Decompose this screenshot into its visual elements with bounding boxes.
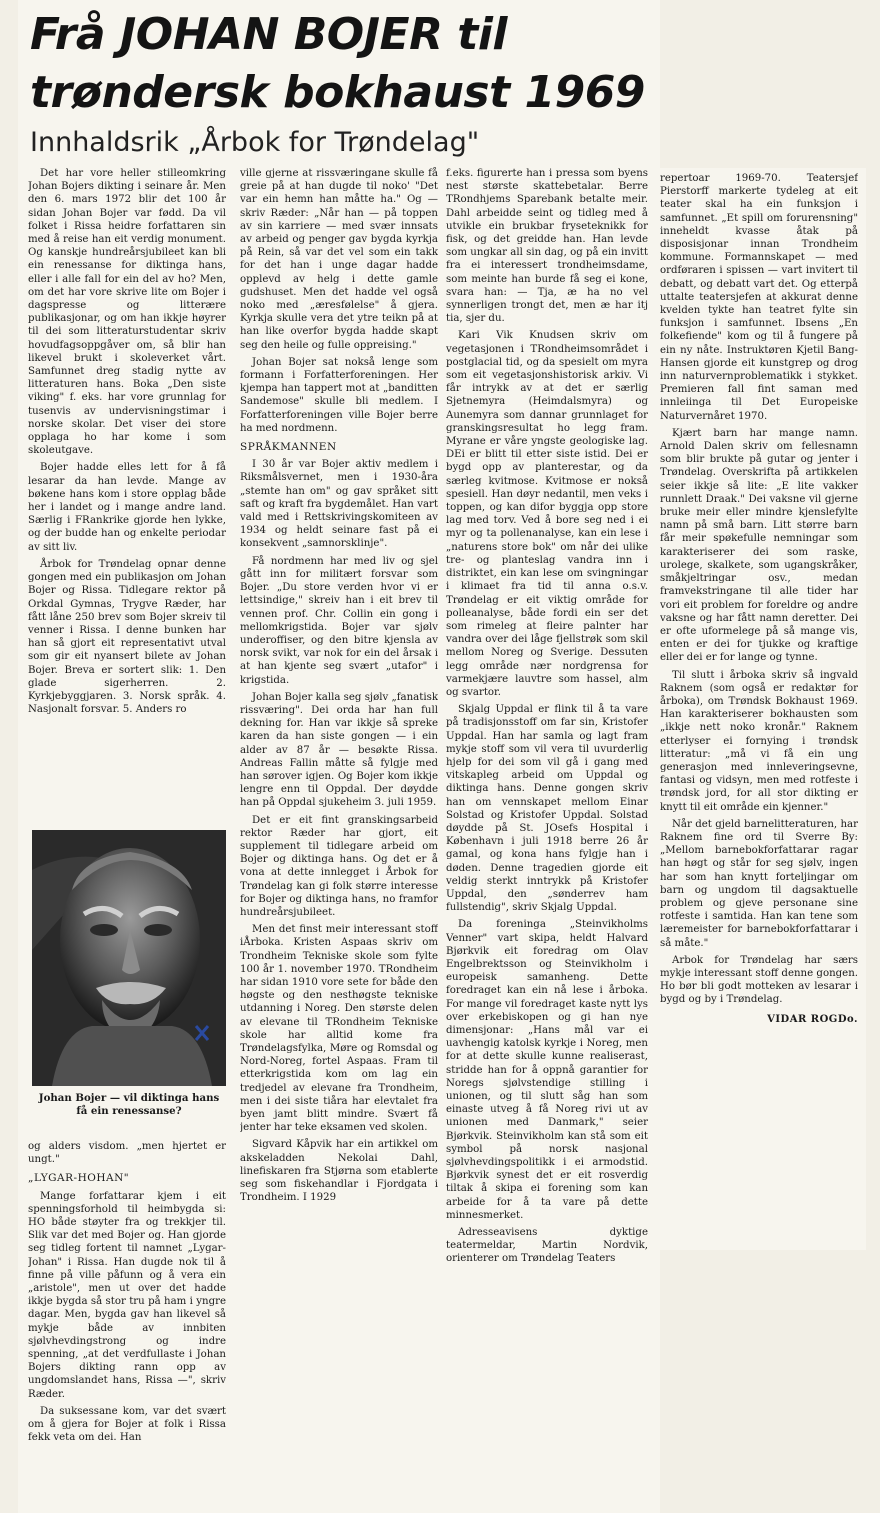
paragraph: Skjalg Uppdal er flink til å ta vare på tradisjonsstoff om far sin, Kristofer Uppdal. Han har samla og lagt fram mykje stoff som vil vera til uvurderlig hjelp for dei som vil gå i gang med vitskapleg arbeid om Uppdal og diktinga hans. Denne gongen skriv han om vennskapet mellom Einar Solstad og Kristofer Uppdal. Solstad døydde på St. JOsefs Hospital i København i juli 1918 berre 26 år gamal, og kona hans fylgje han i døden. Denne tragedien gjorde eit veldig sterkt inntrykk på Kristofer Uppdal, den „sønderrev ham fullstendig", skriv Skjalg Uppdal. bbox=[446, 704, 648, 914]
paragraph: Det er eit fint granskingsarbeid rektor Ræder har gjort, eit supplement til tidlegare arbeid om Bojer og diktinga hans. Og det er å vona at dette innlegget i Årbok for Trøndelag kan gi folk større interesse for Bojer og diktinga hans, no framfor hundreårsjubileet. bbox=[240, 814, 438, 918]
paragraph: Adresseavisens dyktige teatermeldar, Martin Nordvik, orienterer om Trøndelag Teaters bbox=[446, 1227, 648, 1265]
paragraph: I 30 år var Bojer aktiv medlem i Riksmålsvernet, men i 1930-åra „stemte han om" og gav språket sitt saft og kraft fra bygdemålet. Han vart vald med i Rettskrivingskomiteen av 1934 og heldt seinare fast på ei konsekvent „samnorsklinje". bbox=[240, 459, 438, 550]
paragraph: Det har vore heller stilleomkring Johan Bojers dikting i seinare år. Men den 6. mars 1972 blir det 100 år sidan Johan Bojer var fødd. Da vil folket i Rissa heidre forfattaren sin med å reise han eit verdig monument. Og kanskje hundreårsjubileet kan bli ein renessanse for diktinga hans, eller i alle fall for ein del av ho? Men, om det har vore skrive lite om Bojer i dagspresse og litterære publikasjonar, og om han ikkje høyrer til dei som litteraturstudentar skriv hovudfagsoppgåver om, så blir han likevel brukt i skoleverket vårt. Samfunnet dreg stadig nytte av litteraturen hans. Boka „Den siste viking" f. eks. har vore grunnlag for tusenvis av undervisningstimar i norske skolar. Det viser dei store opplaga ho har kome i som skoleutgave. bbox=[28, 168, 226, 457]
paragraph: Da foreninga „Steinvikholms Venner" vart skipa, heldt Halvard Bjørkvik eit foredrag om Olav Engelbrektsson og Steinvikholm i europeisk samanheng. Dette foredraget kan ein nå lese i årboka. For mange vil foredraget kaste nytt lys over erkebiskopen og gi han nye dimensjonar: „Hans mål var ei uavhengig katolsk kyrkje i Noreg, men for at dette skulle kunne realiserast, stridde han for å oppnå garantier for Noregs sjølvstendige stilling i unionen, og til slutt såg han som einaste utveg å få Noreg rivi ut av unionen med Danmark," seier Bjørkvik. Steinvikholm kan stå som eit symbol på norsk nasjonal sjølvhevdingspolitikk i ei armodstid. Bjørkvik synest det er eit rosverdig tiltak å skipa ei forening som kan arbeide for å ta vare på dette minnesmerket. bbox=[446, 919, 648, 1221]
article-column-1-top bbox=[28, 167, 226, 825]
paragraph: og alders visdom. „men hjertet er ungt." bbox=[28, 1141, 226, 1166]
paragraph: Få nordmenn har med liv og sjel gått inn for militært forsvar som Bojer. „Du store verden hvor vi er lettsindige," skreiv han i eit brev til vennen prof. Chr. Collin ein gong i mellomkrigstida. Bojer var sjølv underoffiser, og den bitre kjensla av norsk svikt, var nok for ein del årsak i at han kjente seg svært „utafor" i krigstida. bbox=[240, 555, 438, 686]
paragraph: Årbok for Trøndelag opnar denne gongen med ein publikasjon om Johan Bojer og Rissa. Tidlegare rektor på Orkdal Gymnas, Trygve Ræder, har fått låne 250 brev som Bojer skreiv til venner i Rissa. I denne bunken har han så gjort eit representativt utval som gir eit nyansert bilete av Johan Bojer. Breva er sortert slik: 1. Den glade sigerherren. 2. Kyrkjebyggjaren. 3. Norsk språk. 4. Nasjonalt forsvar. 5. Anders ro bbox=[28, 558, 226, 716]
headline-line-1: Frå JOHAN BOJER til bbox=[30, 9, 507, 60]
paragraph: Kari Vik Knudsen skriv om vegetasjonen i TRondheimsområdet i postglacial tid, og da spesielt om myra som eit vegetasjonshistorisk arkiv. Vi får intrykk av at det er særlig Sjetnemyra (Heimdalsmyra) og Aunemyra som dannar grunnlaget for granskingsresultat ho legg fram. Myrane er våre yngste geologiske lag. DEi er blitt til etter siste istid. Dei er bygd opp av planterestar, og da særleg kvitmose. Kvitmose er nokså spesiell. Han døyr nedantil, men veks i toppen, og kan difor byggja opp store lag med torv. Ved å bore seg ned i ei myr og ta pollenanalyse, kan ein lese i „naturens store bok" om når dei ulike tre- og planteslag vandra inn i distriktet, ein kan lese om svingningar i klimaet fra tid til anna o.s.v. Trøndelag er eit viktig område for polleanalyse, både fordi ein ser det som rimeleg at fleire palnter har vandra over dei låge fjellstrøk som skil mellom Noreg og Sverige. Dessuten legg område nær nordgrensa for varmekjære lauvtre som hassel, alm og svartor. bbox=[446, 330, 648, 698]
paragraph: Johan Bojer kalla seg sjølv „fanatisk rissværing". Dei orda har han full dekning for. Han var ikkje så spreke karen da han siste gongen — i ein alder av 87 år — besøkte Rissa. Andreas Fallin måtte så fylgje med han sørover igjen. Og Bojer kom ikkje lengre enn til Oppdal. Der døydde han på Oppdal sjukeheim 3. juli 1959. bbox=[240, 691, 438, 809]
paragraph: Kjært barn har mange namn. Arnold Dalen skriv om fellesnamn som blir brukte på gutar og jenter i Trøndelag. Overskrifta på artikkelen seier ikkje så lite: „E lite vakker runnlett Draak." Dei vaksne vil gjerne bruke meir eller mindre kjenslefylte namn på små barn. Litt større barn får meir spøkefulle nemningar som karakteriserer dei som raske, urolege, skalkete, som ugangskråker, småkjeltringar osv., medan framvekstringane til alle tider har vori eit problem for foreldre og andre vaksne og har fått namn deretter. Dei er ofte uformelege på så mange vis, enten er dei for tjukke og kraftige eller dei er for lange og tynne. bbox=[660, 427, 858, 664]
paragraph: Men det finst meir interessant stoff iÅrboka. Kristen Aspaas skriv om Trondheim Tekniske skole som fylte 100 år 1. november 1970. TRondheim har sidan 1910 vore sete for både den høgste og den nesthøgste tekniske utdanning i Noreg. Den største delen av elevane til TRondheim Tekniske skole har alltid kome fra Trøndelagsfylka, Møre og Romsdal og Nord-Noreg, fortel Aspaas. Fram til etterkrigstida kom om lag ein tredjedel av elevane fra Trondheim, men i dei siste tiåra har elevtalet fra byen jamt blitt mindre. Svært få jenter har teke eksamen ved skolen. bbox=[240, 924, 438, 1134]
portrait-photo bbox=[32, 830, 226, 1086]
article-column-4 bbox=[660, 172, 858, 1242]
paragraph: Sigvard Kåpvik har ein artikkel om akskeladden Nekolai Dahl, linefiskaren fra Stjørna som etablerte seg som fiskehandlar i Fjordgata i Trondheim. I 1929 bbox=[240, 1139, 438, 1204]
bust-photo-graphic bbox=[32, 830, 226, 1086]
author-signature: VIDAR ROGDo. bbox=[767, 1013, 858, 1025]
paragraph: Bojer hadde elles lett for å få lesarar da han levde. Mange av bøkene hans kom i store opplag både her i landet og i mange andre land. Særlig i FRankrike gjorde hen lykke, og der budde han og enkelte periodar av sitt liv. bbox=[28, 462, 226, 553]
section-heading: „LYGAR-HOHAN" bbox=[28, 1172, 130, 1185]
paragraph: Til slutt i årboka skriv så ingvald Raknem (som også er redaktør for årboka), om Trøndsk Bokhaust 1969. Han karakteriserer bokhausten som „ikkje nett noko kronår." Raknem etterlyser ei fornying i trøndsk litteratur: „må vi få ein ung generasjon med innleveringsevne, fantasi og vidsyn, men med rotfeste i trøndsk jord, for all stor dikting er knytt til eit område ein kjenner." bbox=[660, 669, 858, 813]
headline-line-2: trøndersk bokhaust 1969 bbox=[30, 67, 645, 118]
subheadline: Innhaldsrik „Årbok for Trøndelag" bbox=[30, 127, 480, 158]
paragraph: Da suksessane kom, var det svært om å gjera for Bojer at folk i Rissa fekk veta om dei. Han bbox=[28, 1405, 226, 1444]
section-heading: SPRÅKMANNEN bbox=[240, 441, 337, 454]
paragraph: Når det gjeld barnelitteraturen, har Raknem fine ord til Sverre By: „Mellom barnebokforfattarar ragar han høgt og står for seg sjølv, ingen har som han knytt forteljingar om barn og ungdom til dagsaktuelle problem og gjeve personane sine rotfeste i samtida. Han kan tene som læremeister for barnebokforfattarar i så måte." bbox=[660, 818, 858, 949]
paragraph: Mange forfattarar kjem i eit spenningsforhold til heimbygda si: HO både støyter fra og trekkjer til. Slik var det med Bojer og. Han gjorde seg tidleg fortent til namnet „Lygar-Johan" i Rissa. Han dugde nok til å finne på ville påfunn og å vera ein „aristole", men ut over det hadde ikkje bygda så stor tru på ham i yngre dagar. Men, bygda gav han likevel så mykje både av innbiten sjølvhevdingstrong og indre spenning, „at det verdfullaste i Johan Bojers dikting rann opp av ungdomslandet hans, Rissa —", skriv Ræder. bbox=[28, 1190, 226, 1400]
article-column-3 bbox=[446, 167, 648, 1497]
paragraph: Johan Bojer sat nokså lenge som formann i Forfatterforeningen. Her kjempa han tappert mot at „banditten Sandemose" skulle bli medlem. I Forfatterforeningen ville Bojer berre ha med nordmenn. bbox=[240, 356, 438, 434]
paragraph: ville gjerne at rissværingane skulle få greie på at han dugde til noko' "Det var ein hemn han måtte ha." Og — skriv Ræder: „Når han — på toppen av sin karriere — med svær innsats av arbeid og penger gav bygda kyrkja på Rein, så var det vel som ein takk for det han i unge dagar hadde opplevd av helg i dette gamle gudshuset. Men det hadde vel også noko med „æresfølelse" å gjera. Kyrkja skulle vera det ytre teikn på at han like overfor bygda hadde skapt seg den heile og fulle oppreising." bbox=[240, 168, 438, 351]
paragraph: repertoar 1969-70. Teatersjef Pierstorff markerte tydeleg at eit teater skal ha ein funksjon i samfunnet. „Et spill om forurensning" inneheldt kvasse åtak på disposisjonar innan Trondheim kommune. Formannskapet — med ordføraren i spissen — vart invitert til debatt, og debatt vart det. Og etterpå uttalte teatersjefen at akkurat denne kvelden tykte han teatret fylte sin funksjon i samfunnet. Ibsens „En folkefiende" kom og til å fungere på ein ny nåte. Instruktøren Kjetil Bang-Hansen gjorde eit kunstgrep og drog inn naturvernproblematikk i stykket. Premieren fall fint saman med innleiinga til Det Europeiske Naturvernåret 1970. bbox=[660, 173, 858, 422]
article-column-2 bbox=[240, 167, 438, 1497]
paragraph: Arbok for Trøndelag har særs mykje interessant stoff denne gongen. Ho bør bli godt motteken av lesarar i bygd og by i Trøndelag. bbox=[660, 954, 858, 1006]
article-column-1-bottom bbox=[28, 1140, 226, 1500]
paragraph: f.eks. figurerte han i pressa som byens nest største skattebetalar. Berre TRondhjems Sparebank betalte meir. Dahl arbeidde seint og tidleg med å utvikle ein brukbar fryseteknikk for fisk, og det greidde han. Han levde som ungkar all sin dag, og på ein invitt fra ei interessert trondheimsdame, som meinte han burde få seg ei kone, svara han: — Tja, æ ha no vel synnerligen trongt det, men æ har itj tia, sjer du. bbox=[446, 168, 648, 325]
photo-caption: Johan Bojer — vil diktinga hans få ein renessanse? bbox=[38, 1092, 220, 1117]
